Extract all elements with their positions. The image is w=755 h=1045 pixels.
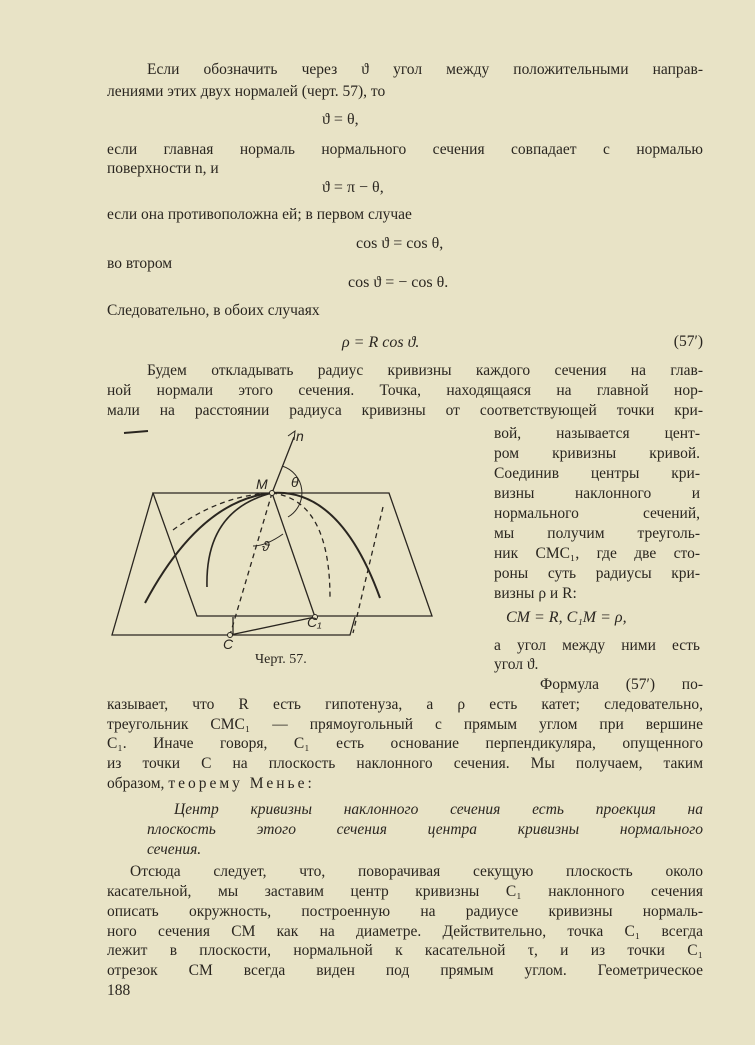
text-line: нормального сечений,: [494, 505, 700, 522]
page-number: 188: [107, 982, 131, 999]
text-line: поверхности n, и: [107, 160, 219, 177]
text-line: описать окружность, построенную на радиусе кривизны нормаль-: [107, 903, 703, 920]
label-C: C: [223, 636, 234, 652]
equation-number: (57′): [673, 333, 703, 350]
text-line: визны ρ и R:: [494, 585, 577, 602]
theorem-line: плоскость этого сечения центра кривизны нормального: [147, 821, 703, 838]
text-line: казывает, что R есть гипотенуза, а ρ есть катет; следовательно,: [107, 696, 703, 713]
formula: ϑ = θ,: [322, 111, 359, 128]
text-line: отрезок CM всегда виден под прямым углом. Геометрическое: [107, 962, 703, 979]
segment-MC: [230, 493, 272, 635]
text-line: а угол между ними есть: [494, 637, 700, 654]
text-line: во втором: [107, 255, 173, 272]
dashed-curve-right: [272, 493, 330, 598]
text-line: если главная нормаль нормального сечения совпадает с нормалью: [107, 141, 703, 158]
text-line: вой, называется цент-: [494, 425, 700, 442]
label-vartheta: ϑ: [262, 538, 270, 554]
formula: ρ = R cos ϑ.: [342, 334, 420, 351]
text-line: визны наклонного и: [494, 485, 700, 502]
label-theta: θ: [291, 474, 299, 490]
normal-plane: [153, 493, 432, 616]
formula: CM = R, C₁M = ρ,: [506, 609, 627, 626]
text-line: [107, 774, 703, 793]
text-line: мы получим треуголь-: [494, 525, 700, 542]
text-line: из точки C на плоскость наклонного сечения. Мы получаем, таким: [107, 755, 703, 772]
label-C1: C₁: [307, 614, 322, 630]
text-line: Соединив центры кри-: [494, 465, 700, 482]
text-line: роны суть радиусы кри-: [494, 565, 700, 582]
theorem-line: Центр кривизны наклонного сечения есть проекция на: [174, 801, 703, 818]
text: образом,: [107, 775, 165, 792]
text-line: ром кривизны кривой.: [494, 445, 700, 462]
formula: ϑ = π − θ,: [322, 179, 384, 196]
text-line: Формула (57′) по-: [540, 676, 703, 693]
text-line: Следовательно, в обоих случаях: [107, 302, 320, 319]
text-line: Если обозначить через ϑ угол между положительными направ-: [147, 61, 703, 78]
text-line: ник CMC₁, где две сто-: [494, 545, 700, 562]
text-line: лениями этих двух нормалей (черт. 57), то: [107, 83, 386, 100]
text-line: C₁. Иначе говоря, C₁ есть основание перпендикуляра, опущенного: [107, 735, 703, 752]
figure-caption: Черт. 57.: [255, 652, 307, 667]
theorem-name: теорему Менье:: [168, 775, 315, 792]
text-line: ного сечения CM как на диаметре. Действительно, точка C₁ всегда: [107, 923, 703, 940]
text-line: угол ϑ.: [494, 656, 539, 673]
text-line: мали на расстоянии радиуса кривизны от соответствующей точки кри-: [107, 402, 703, 419]
theorem-line: сечения.: [147, 841, 202, 858]
segment-CC1: [230, 617, 315, 635]
margin-mark: [124, 431, 148, 433]
segment-MC1: [272, 493, 315, 617]
text-line: если она противоположна ей; в первом случае: [107, 206, 412, 223]
text-line: ной нормали этого сечения. Точка, находящаяся на главной нор-: [107, 382, 703, 399]
label-n: n: [296, 428, 304, 444]
label-M: M: [256, 476, 268, 492]
formula: cos ϑ = − cos θ.: [348, 274, 449, 291]
text-line: Отсюда следует, что, поворачивая секущую плоскость около: [130, 863, 703, 880]
point-M: [270, 491, 275, 496]
text-line: треугольник CMC₁ — прямоугольный с прямым углом при вершине: [107, 716, 703, 733]
formula: cos ϑ = cos θ,: [356, 235, 444, 252]
text-line: лежит в плоскости, нормальной к касательной τ, и из точки C₁: [107, 942, 703, 959]
text-line: Будем откладывать радиус кривизны каждого сечения на глав-: [147, 362, 703, 379]
text-line: касательной, мы заставим центр кривизны C₁ наклонного сечения: [107, 883, 703, 900]
